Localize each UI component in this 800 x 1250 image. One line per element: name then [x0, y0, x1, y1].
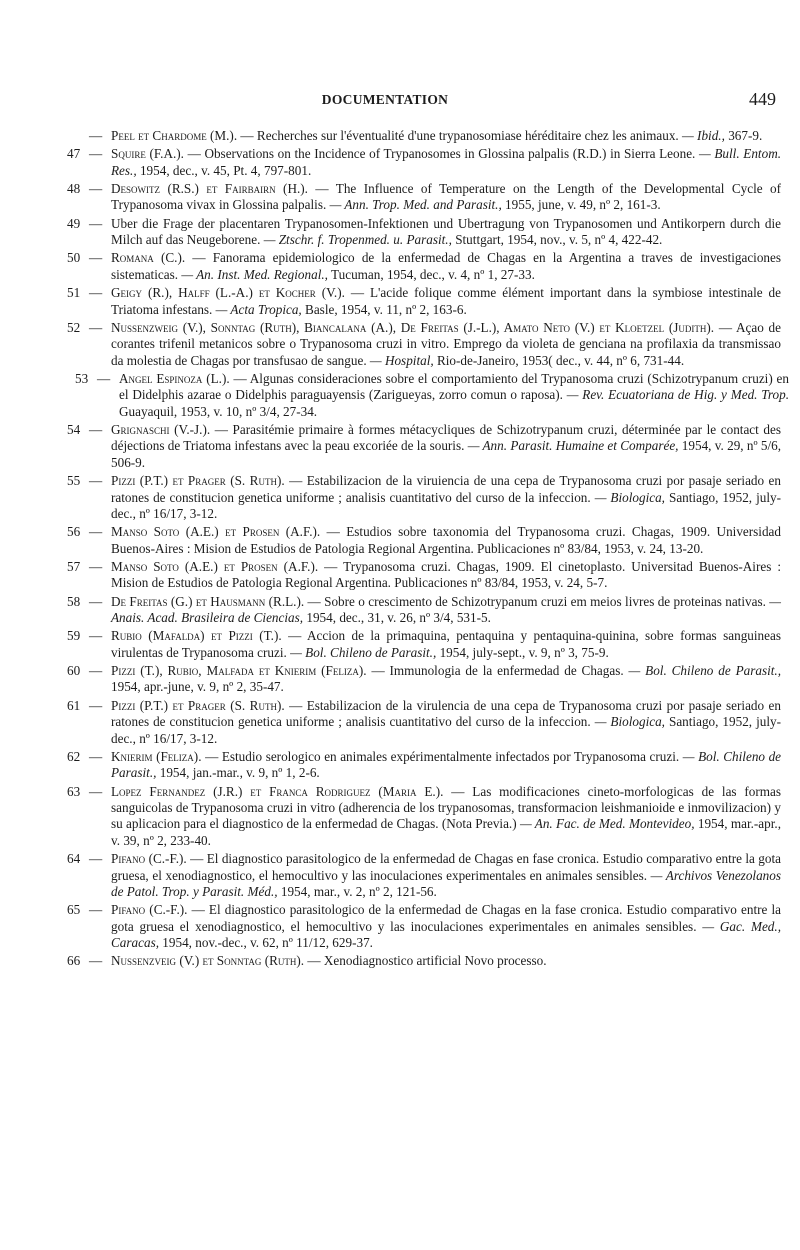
entry-number: 57 [67, 558, 81, 574]
entry-text [111, 749, 781, 782]
entry-body: — Recherches sur l'éventualité d'une trypanosomiase héréditaire chez les animaux. [240, 128, 679, 143]
bibliography-entry [0, 698, 800, 747]
entry-text [111, 953, 781, 969]
bibliography-entry [0, 559, 800, 592]
entry-authors: Squire (F.A.). [111, 146, 184, 162]
entry-number: 54 [67, 422, 81, 438]
bibliography-entry [0, 473, 800, 522]
entry-ref: 1954, nov.-dec., v. 62, nº 11/12, 629-37. [162, 935, 373, 951]
entry-ref: 1954, apr.-june, v. 9, nº 2, 35-47. [111, 679, 284, 695]
bibliography-entry [0, 250, 800, 283]
entry-body: — Estabilizacion de la virulencia de una cepa de Trypanosoma cruzi por pasaje seriado en ratones de constitucion genetica uniforme ; analisis cuantitativo del curso de la infeccion. [111, 697, 782, 730]
entry-journal: — Ann. Parasit. Humaine et Comparée, [467, 438, 679, 454]
entry-authors: Grignaschi (V.-J.). [111, 422, 211, 438]
entry-body: Uber die Frage der placentaren Trypanosomen-Infektionen und Ubertragung von Trypanosomen und Antikorpern durch die Milch auf das Neugeborene. [111, 215, 781, 248]
entry-body: — Xenodiagnostico artificial Novo processo. [307, 953, 547, 969]
entry-dash: — [89, 215, 103, 231]
entry-ref: Guayaquil, 1953, v. 10, nº 3/4, 27-34. [119, 403, 318, 419]
entry-dash: — [97, 370, 111, 386]
bibliography-entry [0, 524, 800, 557]
entry-number: 49 [67, 215, 81, 231]
entry-ref: Rio-de-Janeiro, 1953( dec., v. 44, nº 6, 731-44. [436, 352, 685, 368]
entry-journal: — Hospital, [369, 352, 434, 368]
entry-dash: — [89, 783, 103, 799]
bibliography-entry [0, 320, 800, 369]
entry-text [111, 422, 781, 471]
entry-number: 47 [67, 146, 81, 162]
entry-body: — El diagnostico parasitologico de la enfermedad de Chagas en fase cronica. Estudio comparativo entre la gota gruesa, el xenodiagnostico, el hemocultivo y las inoculaciones experimentales en animales sensibles. [111, 851, 781, 883]
entry-authors: Pizzi (T.), Rubio, Malfada et Knierim (Feliza). [111, 663, 367, 679]
entry-dash: — [89, 181, 103, 196]
section-title: DOCUMENTATION [321, 92, 449, 107]
entry-number: 58 [67, 593, 81, 609]
entry-number: 48 [67, 181, 81, 196]
bibliography-entry [0, 851, 800, 900]
bibliography-entry [0, 181, 800, 214]
entry-journal: — An. Inst. Med. Regional., [181, 266, 328, 282]
entry-dash: — [89, 663, 103, 679]
entry-number: 52 [67, 319, 81, 335]
entry-ref: 1954, mar.-apr., v. 39, nº 2, 233-40. [111, 816, 782, 848]
entry-authors: De Freitas (G.) et Hausmann (R.L.). [111, 593, 305, 609]
entry-ref: 1954, dec., v. 45, Pt. 4, 797-801. [139, 162, 312, 178]
entry-text [111, 902, 781, 951]
entry-text [111, 181, 781, 214]
entry-text [111, 784, 781, 850]
entry-ref: 1954, mar., v. 2, nº 2, 121-56. [280, 883, 437, 899]
entry-text [111, 216, 781, 249]
entry-journal: — Ztschr. f. Tropenmed. u. Parasit., [263, 232, 452, 248]
entry-authors: Manso Soto (A.E.) et Prosen (A.F.). [111, 558, 319, 574]
entry-ref: 1954, v. 29, nº 5/6, 506-9. [111, 438, 782, 470]
entry-number: 50 [67, 250, 81, 266]
entry-dash: — [89, 146, 103, 162]
entry-body: — Las modificaciones cineto-morfologicas de las formas sanguicolas de Trypanosoma cruzi in vitro (adherencia de los trypanosomas, transformacion leishmanioide e inmovilizacion) y su aplicacion para el diagnostico de la enfermedad de Chagas. (Nota Previa.) [111, 783, 782, 832]
entry-body: — Sobre o crescimento de Schizotrypanum cruzi em meios livres de proteinas nativas. [307, 593, 766, 609]
entry-dash: — [89, 250, 103, 266]
entry-dash: — [89, 953, 103, 969]
entry-authors: Nussenzweig (V.), Sonntag (Ruth), Biancalana (A.), De Freitas (J.-L.), Amato Neto (V.) et Kloetzel (Judith). [111, 319, 715, 335]
entry-ref: 1954, july-sept., v. 9, nº 3, 75-9. [439, 644, 609, 660]
entry-authors: Desowitz (R.S.) et Fairbairn (H.). [111, 181, 308, 196]
entry-journal: — Archivos Venezolanos de Patol. Trop. y Parasit. Méd., [111, 867, 781, 899]
entry-number: 63 [67, 783, 81, 799]
entry-number: 65 [67, 902, 81, 918]
entry-authors: Rubio (Mafalda) et Pizzi (T.). [111, 628, 282, 644]
bibliography-entry [0, 902, 800, 951]
entry-body: — Fanorama epidemiologico de la enfermedad de Chagas en la Argentina a traves de investigaciones sistematicas. [111, 250, 782, 282]
entry-text [111, 250, 781, 283]
entry-ref: 367-9. [728, 128, 763, 143]
bibliography-entry [0, 749, 800, 782]
entry-dash: — [89, 524, 103, 540]
entry-journal: — Bol. Chileno de Parasit., [290, 644, 437, 660]
entry-body: — The Influence of Temperature on the Length of the Developmental Cycle of Trypanosoma vivax in Glossina palpalis. [111, 181, 782, 213]
entry-authors: Pifano (C.-F.). [111, 851, 187, 867]
entry-journal: — Bull. Entom. Res., [111, 146, 782, 178]
entry-text [111, 146, 781, 179]
entry-journal: — Bol. Chileno de Parasit., [628, 663, 781, 679]
entry-ref: 1954, dec., 31, v. 26, nº 3/4, 531-5. [306, 610, 491, 626]
entry-number: 56 [67, 524, 81, 540]
bibliography-entry [0, 128, 800, 144]
entry-number: 59 [67, 628, 81, 644]
entry-dash: — [89, 319, 103, 335]
entry-dash: — [89, 128, 103, 143]
entry-body: — Trypanosoma cruzi. Chagas, 1909. El cinetoplasto. Universitad Buenos-Aires : Mision de Estudios de Patologia Regional Argentina. Publicaciones nº 83/84, 1953, v. 24, 5-7. [111, 558, 782, 591]
entry-ref: Santiago, 1952, july-dec., nº 16/17, 3-12. [111, 489, 782, 521]
entry-journal: — Ann. Trop. Med. and Parasit., [329, 197, 502, 213]
entry-journal: — An. Fac. de Med. Montevideo, [519, 816, 695, 832]
entry-authors: Knierim (Feliza). [111, 748, 202, 764]
entry-text [111, 524, 781, 557]
bibliography-entry [0, 146, 800, 179]
page-number: 449 [749, 89, 776, 109]
entry-authors: Geigy (R.), Halff (L.-A.) et Kocher (V.). [111, 285, 345, 301]
entry-text [111, 559, 781, 592]
entry-ref: Santiago, 1952, july-dec., nº 16/17, 3-12. [111, 714, 782, 746]
entry-authors: Angel Espinoza (L.). [119, 370, 230, 386]
entry-text [111, 473, 781, 522]
bibliography-list [0, 128, 800, 972]
entry-text [111, 128, 781, 144]
entry-dash: — [89, 748, 103, 764]
bibliography-entry [0, 663, 800, 696]
entry-body: — Observations on the Incidence of Trypanosomes in Glossina palpalis (R.D.) in Sierra Leone. [187, 146, 696, 162]
entry-body: — El diagnostico parasitologico de la enfermedad de Chagas en la fase cronica. Estudio comparativo entre la gota gruesa el xenodiagnostico, el hemocultivo y las inoculaciones experimentales en animales sensibles. [111, 902, 782, 934]
bibliography-entry [0, 216, 800, 249]
entry-number: 66 [67, 953, 81, 969]
entry-text [119, 371, 789, 420]
entry-ref: Stuttgart, 1954, nov., v. 5, nº 4, 422-42. [455, 232, 663, 248]
entry-body: — L'acide folique comme élément important dans la symbiose intestinale de Triatoma infestans. [111, 285, 782, 317]
bibliography-entry [0, 628, 800, 661]
bibliography-entry [0, 784, 800, 850]
entry-ref: 1954, jan.-mar., v. 9, nº 1, 2-6. [159, 765, 320, 781]
entry-dash: — [89, 285, 103, 301]
entry-journal: — Biologica, [594, 489, 665, 505]
entry-journal: — Ibid., [682, 128, 725, 143]
bibliography-entry [0, 953, 800, 969]
entry-body: — Immunologia de la enfermedad de Chagas. [371, 663, 624, 679]
entry-dash: — [89, 422, 103, 438]
bibliography-entry [0, 422, 800, 471]
entry-authors: Lopez Fernandez (J.R.) et Franca Rodriguez (Maria E.). [111, 783, 444, 799]
entry-number: 53 [75, 370, 89, 386]
entry-journal: — Rev. Ecuatoriana de Hig. y Med. Trop. [566, 387, 790, 403]
bibliography-entry [0, 594, 800, 627]
entry-journal: — Acta Tropica, [215, 301, 302, 317]
entry-body: — Parasitémie primaire à formes métacycliques de Schizotrypanum cruzi, déterminée par le contact des déjections de Triatoma infestans avec la peau excoriée de la souris. [111, 422, 782, 454]
entry-authors: Nussenzveig (V.) et Sonntag (Ruth). [111, 953, 305, 969]
entry-dash: — [89, 593, 103, 609]
entry-authors: Peel et Chardome (M.). [111, 128, 238, 143]
entry-body: — Accion de la primaquina, pentaquina y pentaquina-quinina, sobre formas sanguineas virulentas de Trypanosoma cruzi. [111, 628, 781, 660]
entry-text [111, 594, 781, 627]
entry-body: — Açao de corantes trifenil metanicos sobre o Trypanosoma cruzi in vitro. Emprego da violeta de genciana na profilaxia da transmissao da molestia de Chagas por transfusao de sangue. [111, 319, 781, 368]
entry-body: — Estudio serologico en animales expérimentalmente infectados por Trypanosoma cruzi. [205, 748, 680, 764]
entry-number: 51 [67, 285, 81, 301]
entry-body: — Estudios sobre taxonomia del Trypanosoma cruzi. Chagas, 1909. Universidad Buenos-Aires : Mision de Estudios de Patologia Regional Argentina. Publicaciones nº 83/84, 1953, v. 24, 13-20. [111, 524, 782, 556]
entry-journal: — Bol. Chileno de Parasit., [111, 748, 782, 781]
bibliography-entry [0, 285, 800, 318]
entry-text [111, 663, 781, 696]
entry-text [111, 628, 781, 661]
entry-text [111, 698, 781, 747]
entry-number: 62 [67, 748, 81, 764]
entry-ref: Tucuman, 1954, dec., v. 4, nº 1, 27-33. [331, 266, 535, 282]
entry-authors: Romana (C.). [111, 250, 186, 266]
entry-authors: Pizzi (P.T.) et Prager (S. Ruth). [111, 473, 285, 489]
entry-number: 55 [67, 473, 81, 489]
entry-ref: Basle, 1954, v. 11, nº 2, 163-6. [305, 301, 467, 317]
entry-journal: — Anais. Acad. Brasileira de Ciencias, [111, 593, 781, 626]
entry-journal: — Biologica, [594, 714, 665, 730]
entry-number: 64 [67, 851, 81, 867]
entry-dash: — [89, 851, 103, 867]
entry-text [111, 851, 781, 900]
entry-journal: — Gac. Med., Caracas, [111, 918, 781, 951]
entry-authors: Manso Soto (A.E.) et Prosen (A.F.). [111, 524, 321, 540]
entry-authors: Pifano (C.-F.). [111, 902, 188, 918]
running-header [0, 89, 800, 112]
entry-body: — Algunas consideraciones sobre el comportamiento del Trypanosoma cruzi (Schizotrypanum cruzi) en el Didelphis azarae o Didelphis paraguayensis (Zarigueyas, zorro comun o raposa). [119, 370, 790, 403]
entry-text [111, 320, 781, 369]
entry-number: 61 [67, 697, 81, 713]
entry-dash: — [89, 473, 103, 489]
entry-dash: — [89, 902, 103, 918]
bibliography-entry [0, 371, 800, 420]
entry-number: 60 [67, 663, 81, 679]
entry-dash: — [89, 628, 103, 644]
entry-dash: — [89, 697, 103, 713]
entry-body: — Estabilizacion de la viruiencia de una cepa de Trypanosoma cruzi por pasaje seriado en ratones de constitucion genetica uniforme ; analisis cuantitativo del curso de la infeccion. [111, 473, 782, 505]
entry-dash: — [89, 558, 103, 574]
entry-authors: Pizzi (P.T.) et Prager (S. Ruth). [111, 697, 285, 713]
entry-text [111, 285, 781, 318]
entry-ref: 1955, june, v. 49, nº 2, 161-3. [505, 197, 661, 213]
